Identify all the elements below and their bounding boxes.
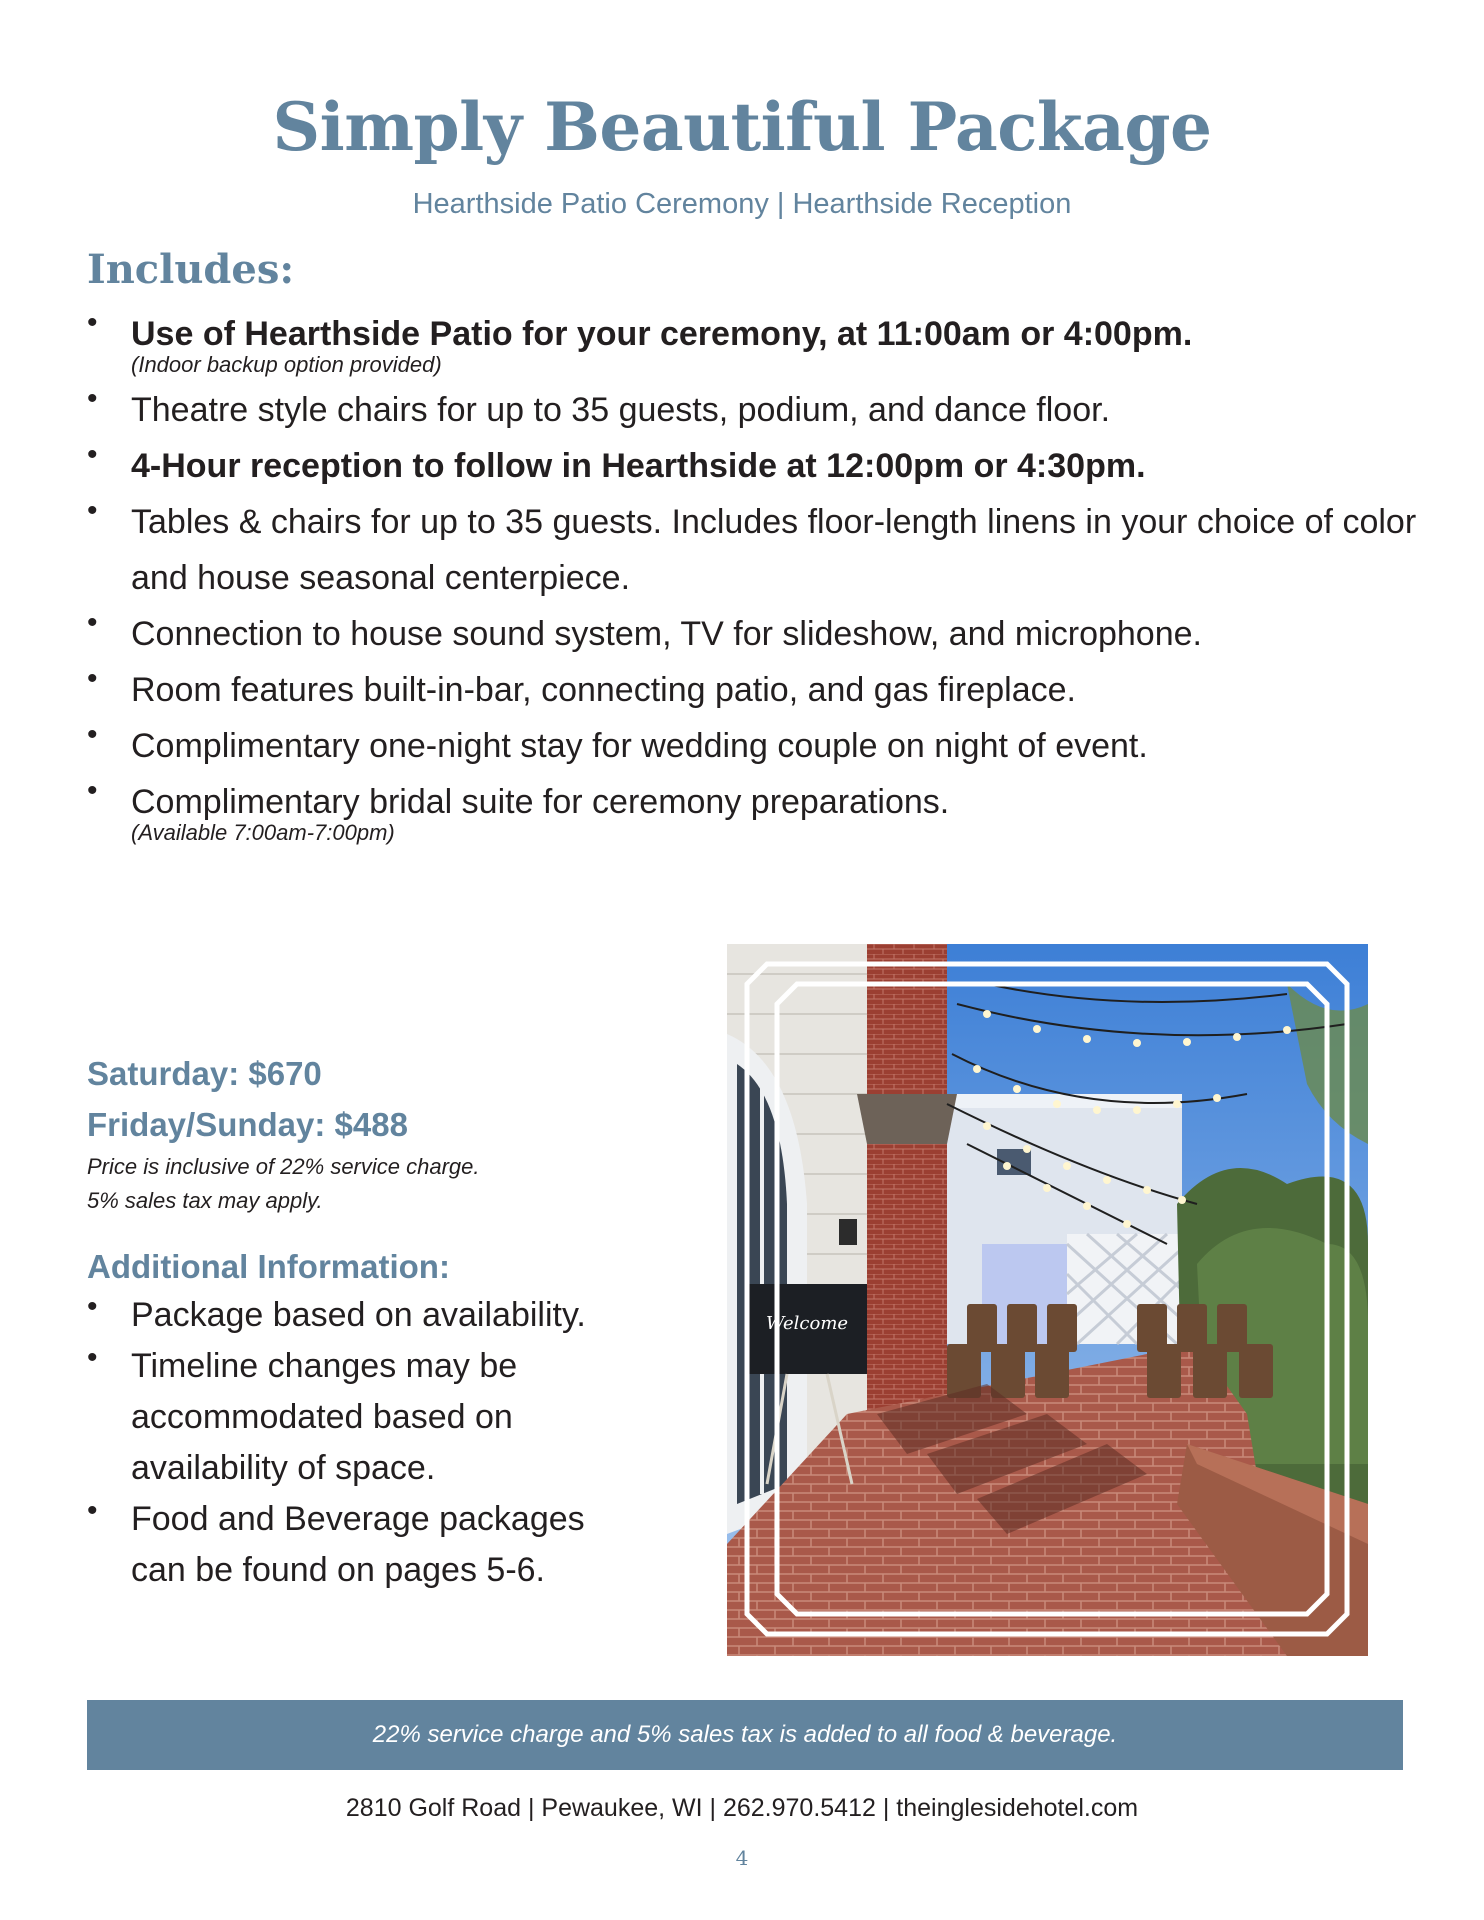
list-item-text: 4-Hour reception to follow in Hearthside at 12:00pm or 4:30pm. [131,447,1146,485]
saturday-price: Saturday: $670 [87,1055,322,1092]
page-title: Simply Beautiful Package [272,88,1212,166]
list-item-text: Room features built-in-bar, connecting patio, and gas fireplace. [131,671,1076,709]
patio-photo-illustration [727,944,1368,1656]
price-note-service: Price is inclusive of 22% service charge. [87,1154,480,1179]
list-item-text: Theatre style chairs for up to 35 guests, podium, and dance floor. [131,391,1111,429]
bullet-icon: • [87,1290,98,1323]
list-item-text: Complimentary bridal suite for ceremony preparations. [131,783,950,821]
bullet-icon: • [87,606,98,639]
list-item-text: Package based on availability. [131,1296,586,1334]
list-item [87,662,1417,718]
list-item [87,306,1417,378]
list-item [87,718,1417,774]
list-item [87,438,1417,494]
patio-photo [727,944,1368,1656]
welcome-sign-text: Welcome [765,1313,849,1334]
list-item [87,1341,647,1494]
bullet-icon: • [87,382,98,415]
list-item [87,382,1417,438]
bullet-icon: • [87,1494,98,1527]
list-item-text: Connection to house sound system, TV for slideshow, and microphone. [131,615,1202,653]
list-item-text: Complimentary one-night stay for wedding couple on night of event. [131,727,1148,765]
list-item-text: Tables & chairs for up to 35 guests. Includes floor-length linens in your choice of color and house seasonal centerpiece. [131,503,1417,597]
friday-sunday-price: Friday/Sunday: $488 [87,1106,408,1143]
bullet-icon: • [87,662,98,695]
list-item-text: Use of Hearthside Patio for your ceremony, at 11:00am or 4:00pm. [131,315,1193,353]
list-item [87,494,1417,606]
pricing-section [87,1048,647,1596]
service-charge-banner: 22% service charge and 5% sales tax is added to all food & beverage. [87,1700,1403,1770]
list-item [87,1290,647,1341]
page-subtitle: Hearthside Patio Ceremony | Hearthside Reception [412,188,1072,220]
bullet-icon: • [87,438,98,471]
page-number: 4 [735,1846,749,1870]
list-item-text: Food and Beverage packages can be found on pages 5-6. [131,1500,585,1589]
bullet-icon: • [87,494,98,527]
list-item [87,774,1417,846]
price-note-tax: 5% sales tax may apply. [87,1188,323,1213]
address-line: 2810 Golf Road | Pewaukee, WI | 262.970.5412 | theinglesidehotel.com [345,1794,1139,1822]
bullet-icon: • [87,1341,98,1374]
additional-info-heading: Additional Information: [87,1248,450,1285]
list-item [87,1494,647,1596]
bullet-icon: • [87,718,98,751]
includes-list [87,306,1417,850]
list-item-text: Timeline changes may be accommodated based on availability of space. [131,1347,518,1487]
list-item [87,606,1417,662]
bullet-icon: • [87,774,98,807]
list-item-note: (Available 7:00am-7:00pm) [131,820,395,845]
bullet-icon: • [87,306,98,339]
additional-info-list [87,1290,647,1596]
includes-heading: Includes: [87,246,295,293]
list-item-note: (Indoor backup option provided) [131,352,442,377]
